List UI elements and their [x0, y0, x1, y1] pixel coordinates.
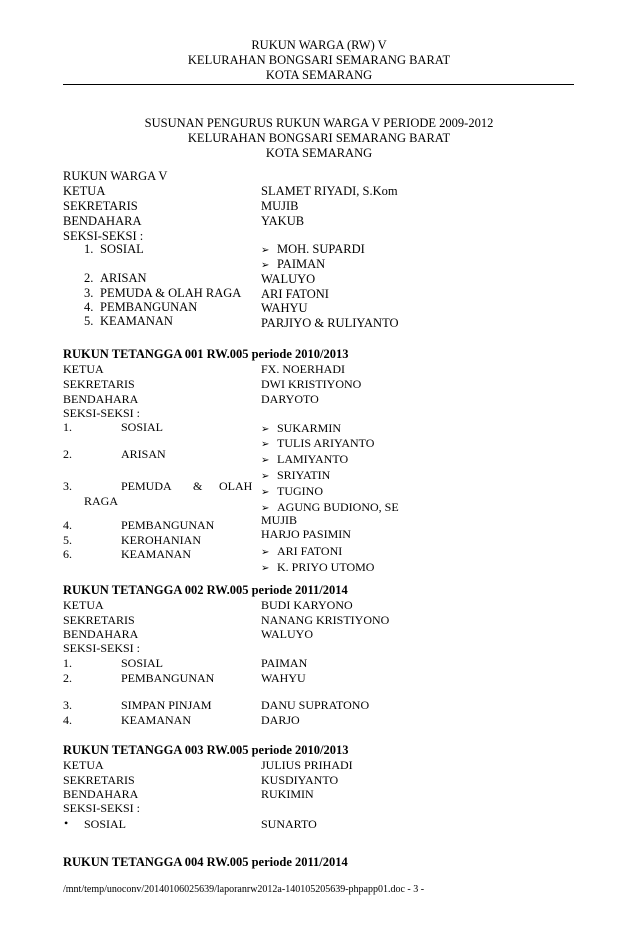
rt001-seksi-4-number: 4. — [63, 518, 72, 532]
rw-seksi-3-member: ARI FATONI — [261, 287, 329, 301]
arrow-bullet-icon: ➢ — [261, 455, 270, 466]
arrow-bullet-icon: ➢ — [261, 487, 270, 498]
rt002-bendahara-label: BENDAHARA — [63, 627, 139, 641]
rw-ketua-label: KETUA — [63, 184, 106, 198]
rw-seksi-5-label: KEAMANAN — [100, 314, 173, 328]
rt002-seksi-4-label: KEAMANAN — [121, 713, 191, 727]
rt001-member-1: ➢ SUKARMIN — [261, 421, 342, 435]
rt001-seksi-3-word-3: OLAH — [219, 479, 253, 493]
rt001-seksi-2-number: 2. — [63, 447, 72, 461]
rt002-seksi-1-member: PAIMAN — [261, 656, 308, 670]
title-line-2: KELURAHAN BONGSARI SEMARANG BARAT — [187, 131, 451, 145]
rw-ketua-value: SLAMET RIYADI, S.Kom — [261, 184, 398, 198]
rt001-seksi-3-word-2: & — [193, 479, 203, 493]
rt001-member-10: ➢ K. PRIYO UTOMO — [261, 560, 375, 574]
rt001-member-4: ➢ SRIYATIN — [261, 468, 331, 482]
rw-seksi-4-member: WAHYU — [261, 301, 308, 315]
rt001-bendahara-label: BENDAHARA — [63, 392, 139, 406]
rt001-member-7: MUJIB — [261, 513, 298, 527]
rw-seksi-4-number: 4. — [84, 300, 94, 314]
letterhead-line-3: KOTA SEMARANG — [265, 68, 373, 82]
rt002-ketua-label: KETUA — [63, 598, 104, 612]
rw-seksi-1-number: 1. — [84, 242, 94, 256]
rw-seksi-1-member-1: ➢ MOH. SUPARDI — [261, 242, 365, 256]
rt003-seksi-1-label: SOSIAL — [84, 817, 127, 831]
rt001-bendahara-value: DARYOTO — [261, 392, 319, 406]
rt001-heading: RUKUN TETANGGA 001 RW.005 periode 2010/2013 — [63, 347, 349, 361]
rt002-heading: RUKUN TETANGGA 002 RW.005 periode 2011/2014 — [63, 583, 348, 597]
rt002-seksi-3-number: 3. — [63, 698, 72, 712]
rt001-seksi-4-label: PEMBANGUNAN — [121, 518, 215, 532]
rt004-heading: RUKUN TETANGGA 004 RW.005 periode 2011/2014 — [63, 855, 348, 869]
rt003-sekretaris-label: SEKRETARIS — [63, 773, 135, 787]
rt001-seksi-label: SEKSI-SEKSI : — [63, 406, 141, 420]
rw-seksi-label: SEKSI-SEKSI : — [63, 229, 144, 243]
rt002-sekretaris-value: NANANG KRISTIYONO — [261, 613, 390, 627]
rw-seksi-2-number: 2. — [84, 271, 94, 285]
arrow-bullet-icon: ➢ — [261, 563, 270, 574]
letterhead-line-2: KELURAHAN BONGSARI SEMARANG BARAT — [187, 53, 451, 67]
rt001-sekretaris-value: DWI KRISTIYONO — [261, 377, 362, 391]
rt001-seksi-2-label: ARISAN — [121, 447, 166, 461]
rt003-seksi-1-member: SUNARTO — [261, 817, 317, 831]
rt002-seksi-2-number: 2. — [63, 671, 72, 685]
rw-sekretaris-value: MUJIB — [261, 199, 299, 213]
arrow-bullet-icon: ➢ — [261, 424, 270, 435]
rt001-seksi-3-number: 3. — [63, 479, 72, 493]
rt002-seksi-4-member: DARJO — [261, 713, 300, 727]
rt001-member-3: ➢ LAMIYANTO — [261, 452, 349, 466]
bullet-icon: • — [64, 816, 69, 830]
rt002-ketua-value: BUDI KARYONO — [261, 598, 353, 612]
rt003-seksi-label: SEKSI-SEKSI : — [63, 801, 141, 815]
rt002-seksi-1-number: 1. — [63, 656, 72, 670]
rw-bendahara-value: YAKUB — [261, 214, 305, 228]
rt001-seksi-3-word-1: PEMUDA — [121, 479, 172, 493]
rt003-sekretaris-value: KUSDIYANTO — [261, 773, 339, 787]
rw-seksi-1-member-2: ➢ PAIMAN — [261, 257, 326, 271]
arrow-bullet-icon: ➢ — [261, 547, 270, 558]
title-line-1: SUSUNAN PENGURUS RUKUN WARGA V PERIODE 2009-2012 — [144, 116, 494, 130]
rw-sekretaris-label: SEKRETARIS — [63, 199, 138, 213]
rt001-ketua-label: KETUA — [63, 362, 104, 376]
rt002-seksi-1-label: SOSIAL — [121, 656, 164, 670]
rw-bendahara-label: BENDAHARA — [63, 214, 142, 228]
arrow-bullet-icon: ➢ — [261, 245, 270, 256]
rt002-seksi-4-number: 4. — [63, 713, 72, 727]
rt001-seksi-5-number: 5. — [63, 533, 72, 547]
rw-heading: RUKUN WARGA V — [63, 169, 168, 183]
arrow-bullet-icon: ➢ — [261, 503, 270, 514]
rw-seksi-2-label: ARISAN — [100, 271, 147, 285]
rt001-seksi-3-word-4: RAGA — [84, 494, 119, 508]
rt001-member-8: HARJO PASIMIN — [261, 527, 351, 541]
rt003-ketua-label: KETUA — [63, 758, 104, 772]
rt001-sekretaris-label: SEKRETARIS — [63, 377, 135, 391]
rt002-seksi-2-member: WAHYU — [261, 671, 306, 685]
rt003-bendahara-label: BENDAHARA — [63, 787, 139, 801]
rt001-member-6: ➢ AGUNG BUDIONO, SE — [261, 500, 399, 514]
page-footer-path: /mnt/temp/unoconv/20140106025639/laporanrw2012a-140105205639-phpapp01.doc - 3 - — [63, 884, 425, 895]
rw-seksi-5-number: 5. — [84, 314, 94, 328]
rt003-ketua-value: JULIUS PRIHADI — [261, 758, 353, 772]
rw-seksi-3-number: 3. — [84, 286, 94, 300]
rw-seksi-3-label: PEMUDA & OLAH RAGA — [100, 286, 242, 300]
rt003-heading: RUKUN TETANGGA 003 RW.005 periode 2010/2013 — [63, 743, 349, 757]
letterhead-line-1: RUKUN WARGA (RW) V — [251, 38, 387, 52]
rw-seksi-4-label: PEMBANGUNAN — [100, 300, 198, 314]
rt002-sekretaris-label: SEKRETARIS — [63, 613, 135, 627]
rt001-member-9: ➢ ARI FATONI — [261, 544, 343, 558]
arrow-bullet-icon: ➢ — [261, 439, 270, 450]
rt002-seksi-3-member: DANU SUPRATONO — [261, 698, 370, 712]
rt001-member-2: ➢ TULIS ARIYANTO — [261, 436, 375, 450]
rw-seksi-5-member: PARJIYO & RULIYANTO — [261, 316, 399, 330]
rt001-seksi-1-number: 1. — [63, 420, 72, 434]
rw-seksi-1-label: SOSIAL — [100, 242, 144, 256]
rt001-seksi-5-label: KEROHANIAN — [121, 533, 201, 547]
title-line-3: KOTA SEMARANG — [265, 146, 373, 160]
rt002-seksi-3-label: SIMPAN PINJAM — [121, 698, 212, 712]
rt001-member-5: ➢ TUGINO — [261, 484, 323, 498]
arrow-bullet-icon: ➢ — [261, 471, 270, 482]
rt001-seksi-6-label: KEAMANAN — [121, 547, 191, 561]
arrow-bullet-icon: ➢ — [261, 260, 270, 271]
rt002-seksi-2-label: PEMBANGUNAN — [121, 671, 215, 685]
letterhead-divider — [63, 84, 574, 85]
rt001-seksi-6-number: 6. — [63, 547, 72, 561]
rt003-bendahara-value: RUKIMIN — [261, 787, 314, 801]
rt002-bendahara-value: WALUYO — [261, 627, 313, 641]
rw-seksi-2-member: WALUYO — [261, 272, 316, 286]
rt002-seksi-label: SEKSI-SEKSI : — [63, 641, 141, 655]
rt001-ketua-value: FX. NOERHADI — [261, 362, 345, 376]
rt001-seksi-1-label: SOSIAL — [121, 420, 164, 434]
